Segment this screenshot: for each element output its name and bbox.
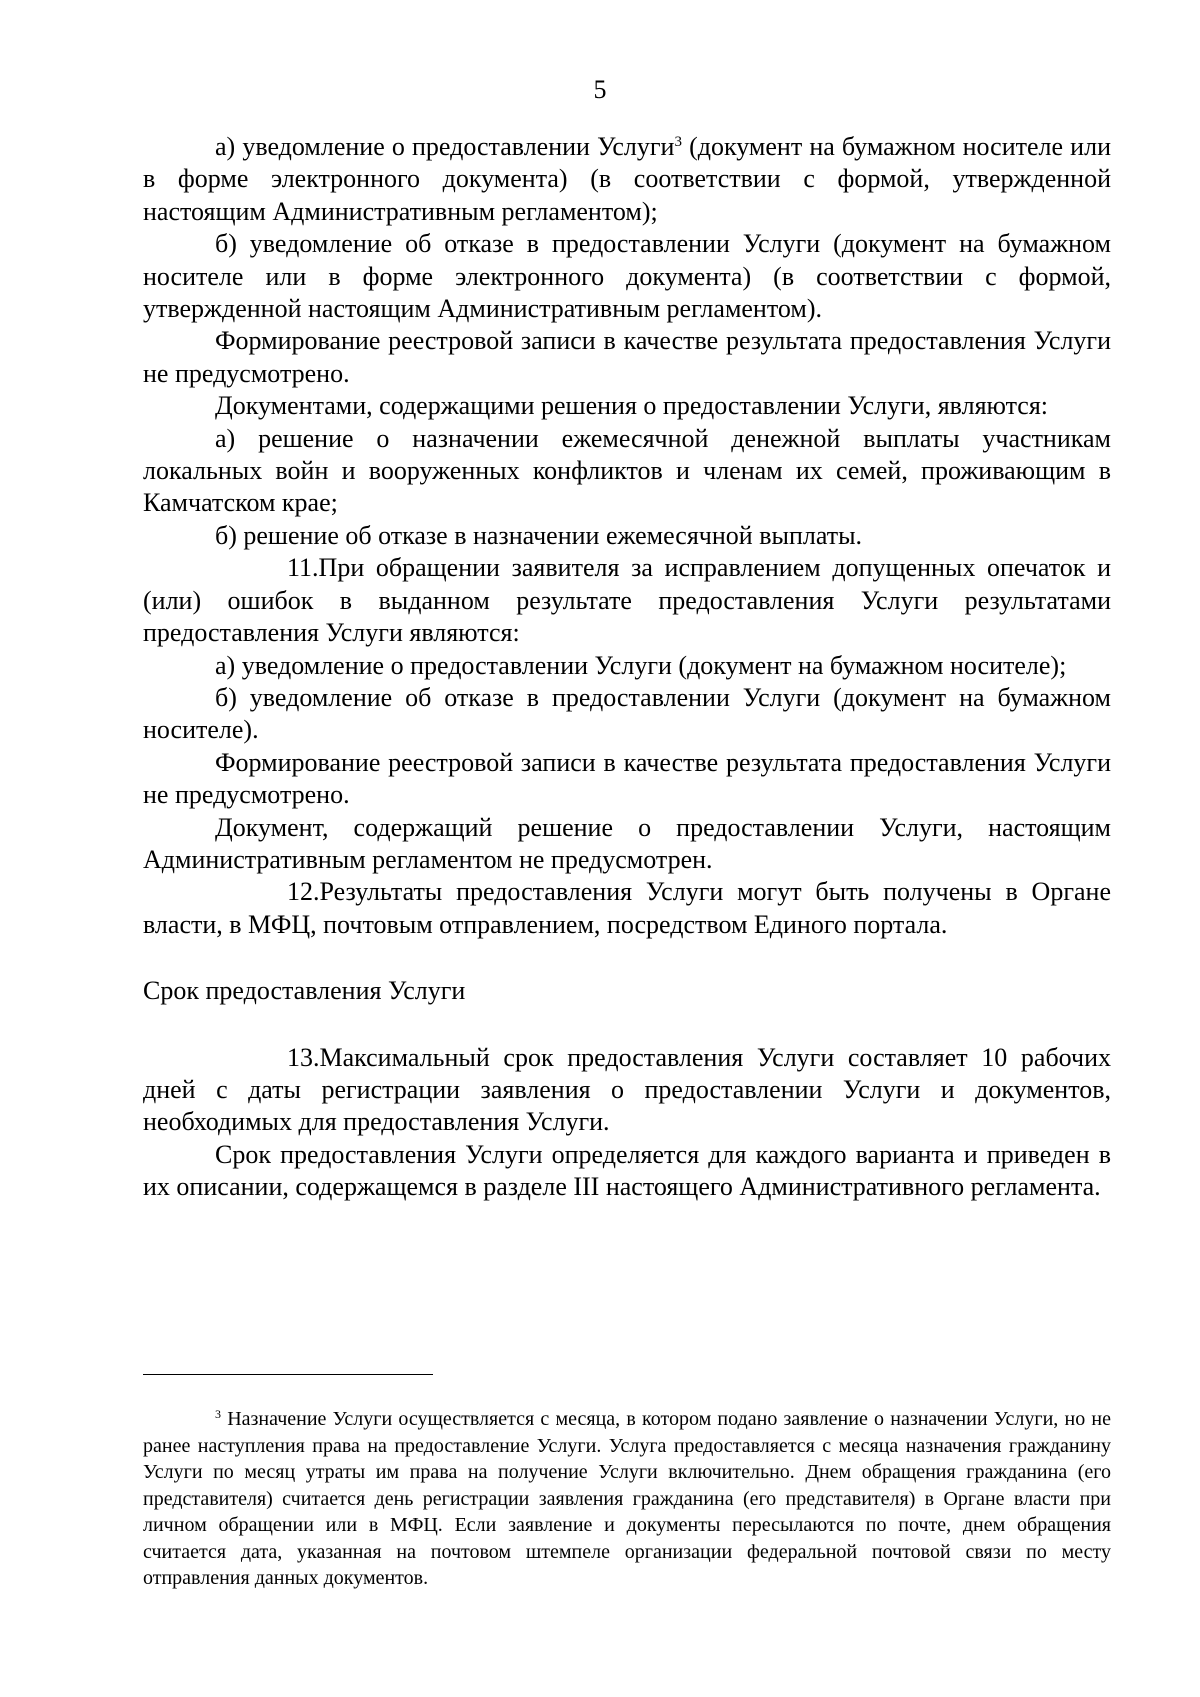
item-number: 13. — [287, 1042, 320, 1072]
footnote-marker: 3 — [215, 1407, 221, 1421]
page-number: 5 — [593, 75, 607, 104]
item-number: 11. — [287, 553, 319, 583]
footnote-text: Назначение Услуги осуществляется с месяца, в котором подано заявление о назначении Услуги, но не ранее наступления права на предоставление Услуги. Услуга предоставляется с месяца назначения гражданину Услуги по месяц утраты им права на получение Услуги включительно. Днем обращения гражданина (его представителя) считается день регистрации заявления гражданина (его представителя) в Органе власти при личном обращении или в МФЦ. Если заявление и документы пересылаются по почте, днем обращения считается дата, указанная на почтовом штемпеле организации федеральной почтовой связи по месту отправления данных документов. — [143, 1408, 1111, 1589]
paragraph-registry-note: Формирование реестровой записи в качестве результата предоставления Услуги не предусмотрено. — [143, 326, 1111, 388]
paragraph-item-11 — [143, 552, 1111, 649]
paragraph-decision-grant: а) решение о назначении ежемесячной денежной выплаты участникам локальных войн и вооруженных конфликтов и членам их семей, проживающим в Камчатском крае; — [143, 423, 1111, 518]
paragraph-refusal-notice: б) уведомление об отказе в предоставлении Услуги (документ на бумажном носителе или в форме электронного документа) (в соответствии с формой, утвержденной настоящим Административным регламентом). — [143, 229, 1111, 324]
paragraph-registry-note-2: Формирование реестровой записи в качестве результата предоставления Услуги не предусмотрено. — [143, 747, 1111, 810]
paragraph-correction-notice: а) уведомление о предоставлении Услуги (документ на бумажном носителе); — [215, 650, 1067, 680]
footnote-reference[interactable]: 3 — [674, 134, 682, 150]
paragraph-decision-documents: Документами, содержащими решения о предоставлении Услуги, являются: — [215, 391, 1049, 421]
paragraph-decision-document: Документ, содержащий решение о предоставлении Услуги, настоящим Административным регламентом не предусмотрен. — [143, 812, 1111, 874]
section-heading: Срок предоставления Услуги — [143, 976, 466, 1006]
item-number: 12. — [287, 877, 320, 907]
document-body — [143, 131, 1111, 1204]
paragraph-text: При обращении заявителя за исправлением допущенных опечаток и (или) ошибок в выданном результате предоставления Услуги результатами предоставления Услуги являются: — [143, 553, 1111, 648]
paragraph-result-notice — [143, 131, 1111, 228]
paragraph-term-definition: Срок предоставления Услуги определяется для каждого варианта и приведен в их описании, содержащемся в разделе III настоящего Административного регламента. — [143, 1139, 1111, 1202]
paragraph-correction-refusal: б) уведомление об отказе в предоставлении Услуги (документ на бумажном носителе). — [143, 682, 1111, 745]
paragraph-text: Результаты предоставления Услуги могут быть получены в Органе власти, в МФЦ, почтовым отправлением, посредством Единого портала. — [143, 877, 1111, 939]
paragraph-text: Максимальный срок предоставления Услуги составляет 10 рабочих дней с даты регистрации заявления о предоставлении Услуги и документов, необходимых для предоставления Услуги. — [143, 1042, 1111, 1137]
paragraph-decision-refusal: б) решение об отказе в назначении ежемесячной выплаты. — [215, 520, 863, 550]
footnote — [143, 1406, 1111, 1592]
paragraph-item-12 — [143, 876, 1111, 941]
paragraph-text: а) уведомление о предоставлении Услуги — [215, 132, 675, 161]
paragraph-text: (документ на бумажном носителе или в форме электронного документа) (в соответствии с формой, утвержденной настоящим Административным регламентом); — [143, 132, 1111, 226]
footnote-divider — [143, 1374, 433, 1375]
paragraph-item-13 — [143, 1042, 1111, 1139]
